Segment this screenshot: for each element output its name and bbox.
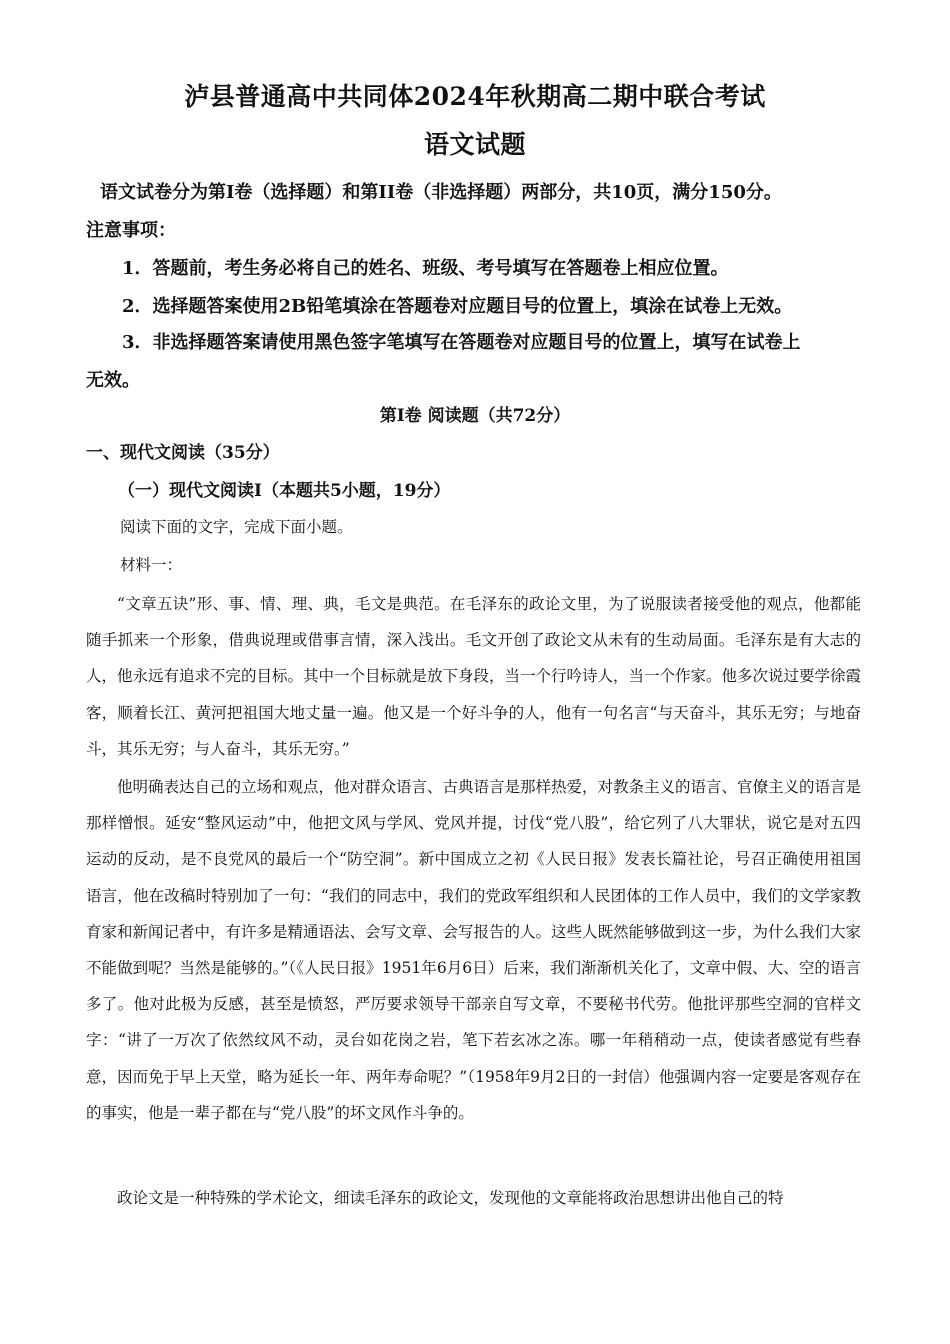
- exam-intro: 语文试卷分为第I卷（选择题）和第II卷（非选择题）两部分，共10页，满分150分。: [100, 182, 782, 203]
- notice-item-3: 3．非选择题答案请使用黑色签字笔填写在答题卷对应题目号的位置上，填写在试卷上: [122, 332, 801, 353]
- notice-heading: 注意事项：: [86, 220, 176, 241]
- paragraph-1: “文章五诀”形、事、情、理、典，毛文是典范。在毛泽东的政论文里，为了说服读者接受他的观点，他都能随手抓来一个形象，借典说理或借事言情，深入浅出。毛文开创了政论文从未有的生动局面。毛泽东是有大志的人，他永远有追求不完的目标。其中一个目标就是放下身段，当一个行吟诗人，当一个作家。他多次说过要学徐霞客，顺着长江、黄河把祖国大地丈量一遍。他又是一个好斗争的人，他有一句名言“与天奋斗，其乐无穷；与地奋斗，其乐无穷；与人奋斗，其乐无穷。”: [86, 595, 862, 758]
- sub-section-title: （一）现代文阅读I（本题共5小题，19分）: [118, 481, 451, 501]
- notice-item-2: 2．选择题答案使用2B铅笔填涂在答题卷对应题目号的位置上，填涂在试卷上无效。: [122, 296, 793, 317]
- notice-item-3-continued: 无效。: [86, 370, 140, 391]
- paragraph-2: 他明确表达自己的立场和观点，他对群众语言、古典语言是那样热爱，对教条主义的语言、官僚主义的语言是那样憎恨。延安“整风运动”中，他把文风与学风、党风并提，讨伐“党八股”，给它列了八大罪状，说它是对五四运动的反动，是不良党风的最后一个“防空洞”。新中国成立之初《人民日报》发表长篇社论，号召正确使用祖国语言，他在改稿时特别加了一句：“我们的同志中，我们的党政军组织和人民团体的工作人员中，我们的文学家教育家和新闻记者中，有许多是精通语法、会写文章、会写报告的人。这些人既然能够做到这一步，为什么我们大家不能做到呢？当然是能够的。”（《人民日报》1951年6月6日）后来，我们渐渐机关化了，文章中假、大、空的语言多了。他对此极为反感，甚至是愤怒，严厉要求领导干部亲自写文章，不要秘书代劳。他批评那些空洞的官样文字：“讲了一万次了依然纹风不动，灵台如花岗之岩，笔下若玄冰之冻。哪一年稍稍动一点，使读者感觉有些春意，因而免于早上天堂，略为延长一年、两年寿命呢？”（1958年9月2日的一封信）他强调内容一定要是客观存在的事实，他是一辈子都在与“党八股”的坏文风作斗争的。: [86, 778, 862, 1122]
- exam-subtitle: 语文试题: [423, 130, 526, 159]
- reading-instruction: 阅读下面的文字，完成下面小题。: [120, 518, 353, 536]
- exam-title: 泸县普通高中共同体2024年秋期高二期中联合考试: [184, 82, 766, 111]
- part-title: 一、现代文阅读（35分）: [86, 443, 280, 463]
- material-label: 材料一：: [120, 556, 183, 574]
- volume-title: 第I卷 阅读题（共72分）: [379, 406, 571, 426]
- notice-item-1: 1．答题前，考生务必将自己的姓名、班级、考号填写在答题卷上相应位置。: [122, 258, 729, 279]
- paragraph-3: 政论文是一种特殊的学术论文，细读毛泽东的政论文，发现他的文章能将政治思想讲出他自己的特: [117, 1189, 784, 1207]
